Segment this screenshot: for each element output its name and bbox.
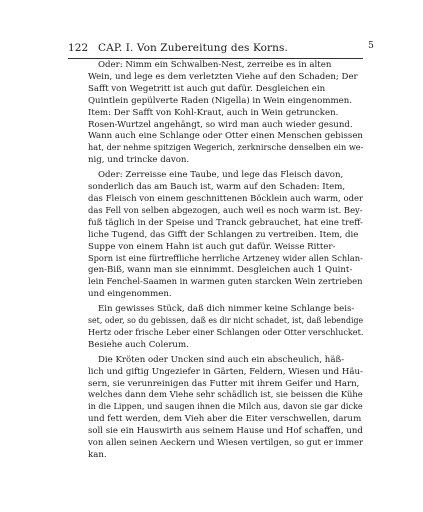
text-line: Wein, und lege es dem verletzten Viehe auf den Schaden; Der <box>88 71 358 82</box>
text-line: kan. <box>88 450 107 460</box>
text-line: welches dann dem Viehe sehr schädlich ist, sie beissen die Kühe <box>88 390 363 401</box>
running-header <box>68 41 374 56</box>
text-body <box>88 60 363 462</box>
text-line: Item: Der Safft von Kohl-Kraut, auch in Wein getruncken. <box>88 107 339 118</box>
chapter-title: CAP. I. Von Zubereitung des Korns. <box>98 42 288 54</box>
header-rule <box>68 58 363 59</box>
paragraph <box>88 170 363 301</box>
text-line: Suppe von einem Hahn ist auch gut dafür. Weisse Ritter- <box>88 241 336 252</box>
paragraph <box>88 60 363 167</box>
text-line: und fett werden, dem Vieh aber die Eiter verschwellen, darum <box>88 414 362 425</box>
page-number: 122 <box>68 42 89 54</box>
text-line: Wann auch eine Schlange oder Otter einen Menschen gebissen <box>88 131 363 142</box>
paragraph <box>88 355 363 462</box>
text-line: hat, der nehme spitzigen Wegerich, zerknirsche denselben ein we- <box>88 143 363 154</box>
text-line: liche Tugend, das Gifft der Schlangen zu vertreiben. Item, die <box>88 229 359 240</box>
text-line: lich und giftig Ungeziefer in Gärten, Feldern, Wiesen und Häu- <box>88 366 363 377</box>
text-line: Sporn ist eine fürtreffliche herrliche Artzeney wider allen Schlan- <box>88 253 363 264</box>
text-line: das Fell von selben abgezogen, auch weil es noch warm ist. Bey- <box>88 205 363 216</box>
text-line: soll sie ein Hauswirth aus seinem Hause und Hof schaffen, und <box>88 426 363 437</box>
text-line: sern, sie verunreinigen das Futter mit ihrem Geifer und Harn, <box>88 378 360 389</box>
text-line: Quintlein gepülverte Raden (Nigella) in Wein eingenommen. <box>88 95 352 106</box>
text-line: Rosen-Wurtzel angehängt, so wird man auch wieder gesund. <box>88 119 353 130</box>
text-line: lein Fenchel-Saamen in warmen guten starcken Wein zertrieben <box>88 277 363 288</box>
paragraph <box>88 304 363 352</box>
text-line: Besiehe auch Colerum. <box>88 339 189 350</box>
text-line: in die Lippen, und saugen ihnen die Milch aus, davon sie gar dicke <box>88 402 363 413</box>
text-line: fuß täglich in der Speise und Tranck gebrauchet, hat eine treff- <box>88 217 363 228</box>
text-line: Oder: Nimm ein Schwalben-Nest, zerreibe es in alten <box>98 60 332 70</box>
text-line: nig, und trincke davon. <box>88 155 190 166</box>
text-line: Safft von Wegetritt ist auch gut dafür. Desgleichen ein <box>88 83 326 94</box>
text-line: Ein gewisses Stück, daß dich nimmer keine Schlange beis- <box>98 304 355 315</box>
signature-mark: 5 <box>368 41 374 51</box>
text-line: von allen seinen Aeckern und Wiesen vertilgen, so gut er immer <box>88 438 363 449</box>
text-line: das Fleisch von einem geschnittenen Böcklein auch warm, oder <box>88 193 363 204</box>
text-line: Die Kröten oder Uncken sind auch ein abscheulich, häß- <box>98 354 345 365</box>
text-line: Hertz oder frische Leber einer Schlangen oder Otter verschlucket. <box>88 327 363 338</box>
text-line: gen-Biß, wann man sie einnimmt. Desgleichen auch 1 Quint- <box>88 265 353 276</box>
text-line: set, oder, so du gebissen, daß es dir nicht schadet, ist, daß lebendige <box>88 316 363 327</box>
text-line: und eingenommen. <box>88 289 172 300</box>
text-line: Oder: Zerreisse eine Taube, und lege das Fleisch davon, <box>98 170 344 181</box>
text-line: sonderlich das am Bauch ist, warm auf den Schaden: Item, <box>88 182 346 193</box>
